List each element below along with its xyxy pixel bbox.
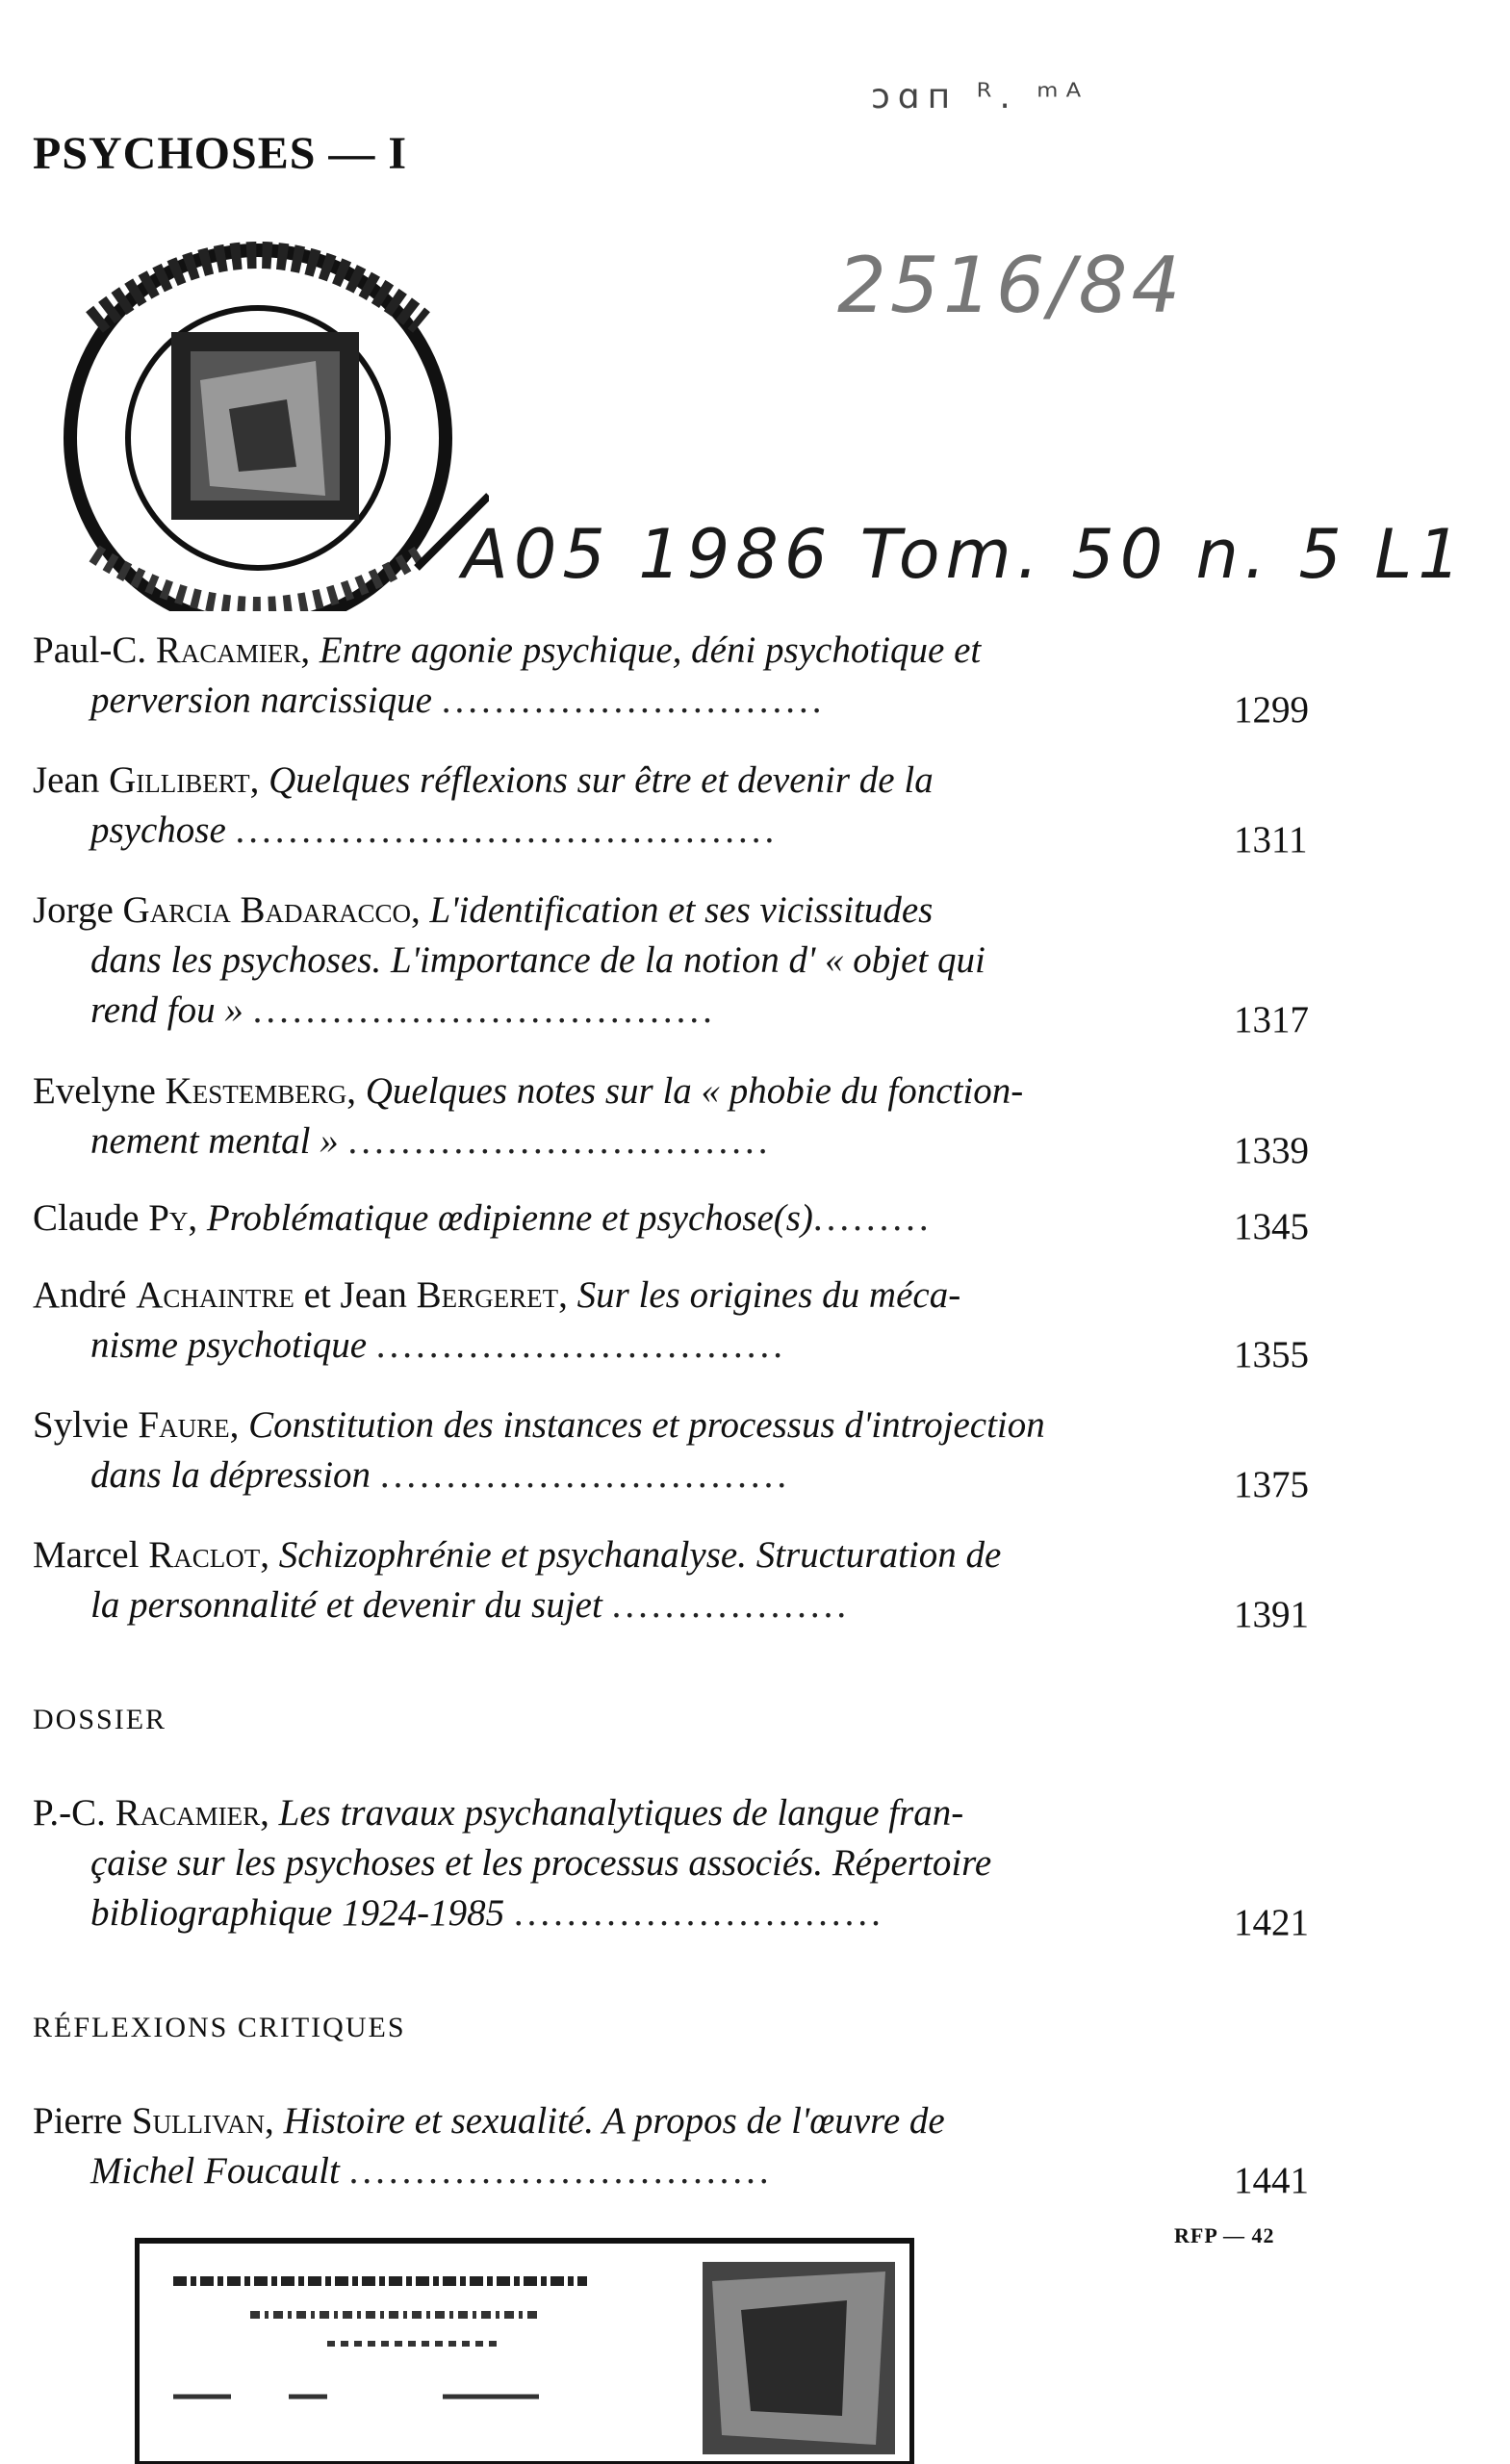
toc-entry-4[interactable]: Evelyne Kestemberg, Quelques notes sur la « phobie du fonction- nement mental » ................................ <box>33 1070 1024 1162</box>
page-title: PSYCHOSES — I <box>33 128 408 179</box>
footer-page-marker: RFP — 42 <box>1174 2223 1275 2247</box>
toc-entry-9[interactable]: P.-C. Racamier, Les travaux psychanalytiques de langue fran- çaise sur les psychoses et les processus associés. Répertoire bibliographique 1924-1985 ............................ <box>33 1792 992 1934</box>
author-name: Garcia Badaracco, <box>122 889 421 931</box>
page-number: 1345 <box>1234 1206 1309 1247</box>
page-number: 1375 <box>1234 1464 1309 1505</box>
author-name: Py, <box>148 1197 198 1239</box>
page-number: 1299 <box>1234 689 1309 731</box>
library-seal-stamp <box>37 207 489 611</box>
article-title: Problématique œdipienne et psychose(s) <box>206 1197 813 1239</box>
page-number: 1441 <box>1234 2160 1309 2201</box>
toc-entry-3[interactable]: Jorge Garcia Badaracco, L'identification et ses vicissitudes dans les psychoses. L'importance de la notion d' « objet qui rend fou » ................................... <box>33 889 985 1031</box>
author-name: Racamier, <box>115 1792 269 1834</box>
page-number: 1391 <box>1234 1594 1309 1635</box>
handwritten-shelf-mark: A05 1986 Tom. 50 n. 5 L1 <box>462 515 1467 594</box>
toc-entry-5[interactable]: Claude Py, Problématique œdipienne et psychose(s)......... <box>33 1197 933 1239</box>
article-title: Sur les origines du méca- <box>576 1274 961 1316</box>
page-number: 1311 <box>1234 819 1308 860</box>
toc-entry-2[interactable]: Jean Gillibert, Quelques réflexions sur être et devenir de la psychose ......................................... <box>33 759 934 851</box>
toc-entry-1[interactable]: Paul-C. Racamier, Entre agonie psychique, déni psychotique et perversion narcissique ............................. <box>33 629 982 721</box>
author-name: Achaintre <box>136 1274 294 1316</box>
toc-entry-6[interactable]: André Achaintre et Jean Bergeret, Sur les origines du méca- nisme psychotique ............................... <box>33 1274 961 1366</box>
author-name: Raclot, <box>148 1534 269 1576</box>
handwritten-annotation-top: ↄɑп ᴿ. ᵐᴬ <box>871 77 1089 116</box>
author-name: Bergeret, <box>416 1274 568 1316</box>
article-title: Schizophrénie et psychanalyse. Structuration de <box>278 1534 1002 1576</box>
article-title: Constitution des instances et processus d'introjection <box>248 1404 1045 1446</box>
toc-entry-7[interactable]: Sylvie Faure, Constitution des instances et processus d'introjection dans la dépression ............................... <box>33 1404 1045 1496</box>
toc-entry-10[interactable]: Pierre Sullivan, Histoire et sexualité. A propos de l'œuvre de Michel Foucault ................................ <box>33 2100 945 2192</box>
section-heading-dossier: DOSSIER <box>33 1704 167 1735</box>
page-number: 1317 <box>1234 999 1309 1040</box>
article-title: Quelques réflexions sur être et devenir de la <box>269 759 934 801</box>
handwritten-accession-number: 2516/84 <box>837 241 1185 330</box>
article-title: Quelques notes sur la « phobie du fonction- <box>365 1070 1024 1112</box>
page-number: 1339 <box>1234 1130 1309 1171</box>
library-ownership-stamp <box>135 2233 914 2464</box>
author-name: Racamier, <box>155 629 311 671</box>
section-heading-reflexions: RÉFLEXIONS CRITIQUES <box>33 2012 406 2043</box>
article-title: Histoire et sexualité. A propos de l'œuvre de <box>283 2100 945 2142</box>
page-number: 1355 <box>1234 1334 1309 1375</box>
page-number: 1421 <box>1234 1902 1309 1943</box>
author-name: Gillibert, <box>109 759 260 801</box>
author-name: Sullivan, <box>131 2100 274 2142</box>
author-name: Faure, <box>138 1404 240 1446</box>
article-title: L'identification et ses vicissitudes <box>429 889 934 931</box>
article-title: Entre agonie psychique, déni psychotique et <box>319 629 982 671</box>
toc-entry-8[interactable]: Marcel Raclot, Schizophrénie et psychanalyse. Structuration de la personnalité et devenir du sujet .................. <box>33 1534 1002 1626</box>
author-name: Kestemberg, <box>165 1070 356 1112</box>
article-title: Les travaux psychanalytiques de langue fran- <box>278 1792 964 1834</box>
